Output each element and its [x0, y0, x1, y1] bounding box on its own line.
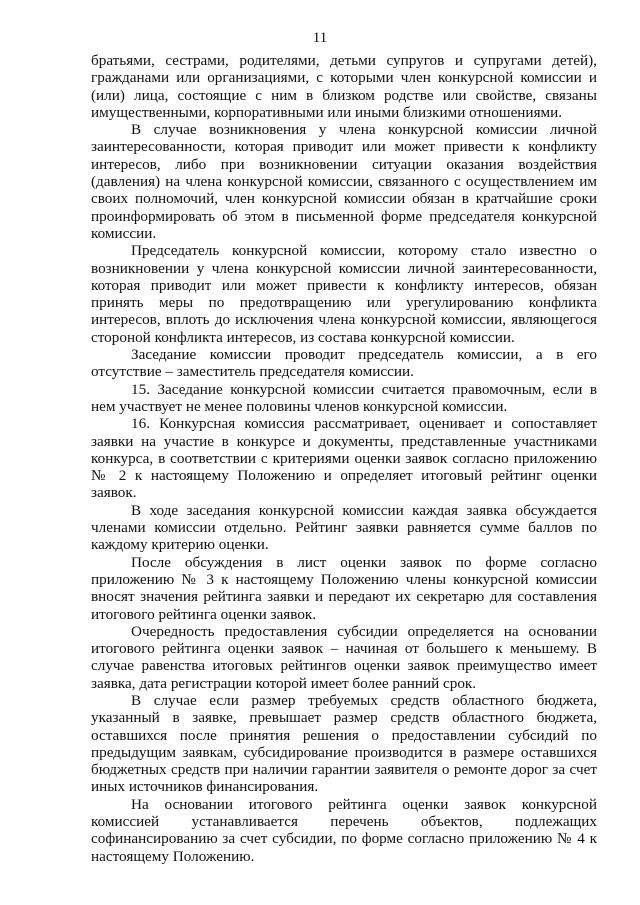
paragraph-budget-shortfall: В случае если размер требуемых средств областного бюджета, указанный в заявке, превышает размер средств областного бюджета, оставшихся после принятия решения о предоставлении субсидий по предыдущим заявкам, субсидирование производится в размере оставшихся бюджетных средств при наличии гарантии заявителя о ремонте дорог за счет иных источников финансирования. — [91, 691, 597, 796]
paragraph-meeting-chair: Заседание комиссии проводит председатель комиссии, а в его отсутствие – заместитель председателя комиссии. — [91, 346, 597, 381]
paragraph-clause-15-quorum: 15. Заседание конкурсной комиссии считается правомочным, если в нем участвует не менее половины членов конкурсной комиссии. — [91, 380, 597, 415]
paragraph-objects-list: На основании итогового рейтинга оценки заявок конкурсной комиссией устанавливается перечень объектов, подлежащих софинансированию за счет субсидии, по форме согласно приложению № 4 к настоящему Положению. — [91, 795, 597, 865]
paragraph-rating-discussion: В ходе заседания конкурсной комиссии каждая заявка обсуждается членами комиссии отдельно. Рейтинг заявки равняется сумме баллов по каждому критерию оценки. — [91, 501, 597, 554]
paragraph-clause-16-evaluation: 16. Конкурсная комиссия рассматривает, оценивает и сопоставляет заявки на участие в конкурсе и документы, представленные участниками конкурса, в соответствии с критериями оценки заявок согласно приложению № 2 к настоящему Положению и определяет итоговый рейтинг оценки заявок. — [91, 415, 597, 502]
document-body — [91, 52, 597, 865]
paragraph-continuation: братьями, сестрами, родителями, детьми супругов и супругами детей), гражданами или организациями, с которыми член конкурсной комиссии и (или) лица, состоящие с ним в близком родстве или свойстве, связаны имущественными, корпоративными или иными близкими отношениями. — [91, 52, 597, 121]
paragraph-subsidy-order: Очередность предоставления субсидии определяется на основании итогового рейтинга оценки заявок – начиная от большего к меньшему. В случае равенства итоговых рейтингов оценки заявок преимущество имеет заявка, дата регистрации которой имеет более ранний срок. — [91, 622, 597, 692]
paragraph-evaluation-sheet: После обсуждения в лист оценки заявок по форме согласно приложению № 3 к настоящему Положению члены конкурсной комиссии вносят значения рейтинга заявки и передают их секретарю для составления итогового рейтинга оценки заявок. — [91, 553, 597, 623]
paragraph-chairman-measures: Председатель конкурсной комиссии, которому стало известно о возникновении у члена конкурсной комиссии личной заинтересованности, которая приводит или может привести к конфликту интересов, обязан принять меры по предотвращению или урегулированию конфликта интересов, вплоть до исключения члена конкурсной комиссии, являющегося стороной конфликта интересов, из состава конкурсной комиссии. — [91, 242, 597, 346]
page-number: 11 — [312, 30, 328, 46]
paragraph-conflict-of-interest-notice: В случае возникновения у члена конкурсной комиссии личной заинтересованности, которая приводит или может привести к конфликту интересов, либо при возникновении ситуации оказания воздействия (давления) на члена конкурсной комиссии, связанного с осуществлением им своих полномочий, член конкурсной комиссии обязан в кратчайшие сроки проинформировать об этом в письменной форме председателя конкурсной комиссии. — [91, 121, 597, 242]
